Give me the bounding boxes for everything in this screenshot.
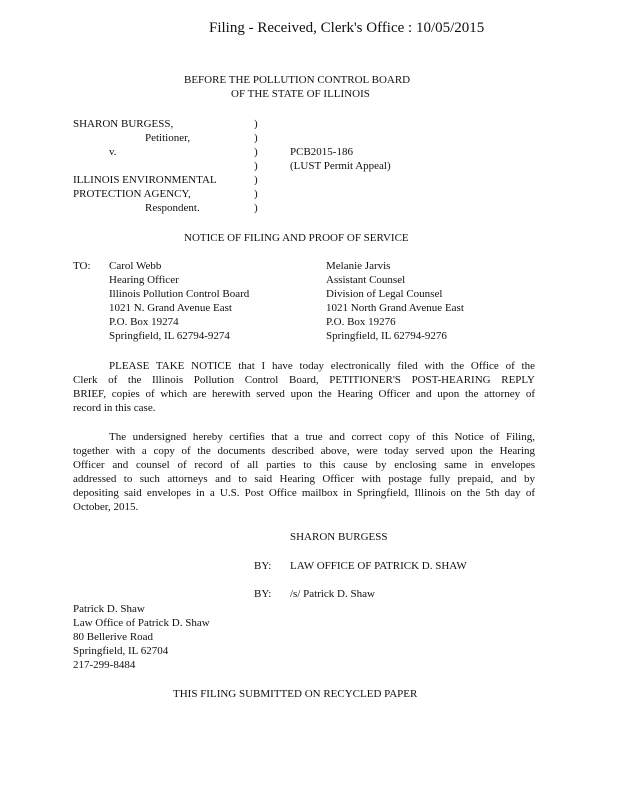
recipient-left-address — [109, 259, 249, 343]
caption-paren: ) — [254, 174, 258, 186]
address-line: Hearing Officer — [109, 274, 179, 286]
address-line: Carol Webb — [109, 260, 162, 272]
address-line: P.O. Box 19274 — [109, 316, 179, 328]
caption-paren: ) — [254, 146, 258, 158]
address-line: 1021 N. Grand Avenue East — [109, 302, 232, 314]
paragraph-line: PLEASE TAKE NOTICE that I have today electronically filed with the Office of the — [109, 360, 535, 372]
signatory-name: SHARON BURGESS — [290, 531, 388, 543]
case-type: (LUST Permit Appeal) — [290, 160, 391, 172]
address-line: 1021 North Grand Avenue East — [326, 302, 464, 314]
respondent-line2: PROTECTION AGENCY, — [73, 188, 191, 200]
respondent-role: Respondent. — [145, 202, 200, 214]
electronic-signature: /s/ Patrick D. Shaw — [290, 588, 375, 600]
board-heading-line1: BEFORE THE POLLUTION CONTROL BOARD — [184, 74, 411, 86]
recipient-right-address — [326, 259, 464, 343]
recycled-paper-footer: THIS FILING SUBMITTED ON RECYCLED PAPER — [173, 688, 418, 700]
petitioner-name: SHARON BURGESS, — [73, 118, 174, 130]
to-label: TO: — [73, 260, 91, 272]
attorney-line: Patrick D. Shaw — [73, 603, 145, 615]
address-line: Illinois Pollution Control Board — [109, 288, 250, 300]
petitioner-role: Petitioner, — [145, 132, 191, 144]
paragraph-line: October, 2015. — [73, 501, 139, 513]
address-line: Division of Legal Counsel — [326, 288, 443, 300]
address-line: Springfield, IL 62794-9276 — [326, 330, 447, 342]
notice-title: NOTICE OF FILING AND PROOF OF SERVICE — [184, 232, 409, 244]
respondent-line1: ILLINOIS ENVIRONMENTAL — [73, 174, 217, 186]
certification-paragraph — [73, 430, 535, 514]
address-line: Melanie Jarvis — [326, 260, 391, 272]
paragraph-line: Clerk of the Illinois Pollution Control Board, PETITIONER'S POST-HEARING REPLY — [73, 374, 535, 386]
paragraph-line: depositing said envelopes in a U.S. Post Office mailbox in Springfield, Illinois on the 5th day of — [73, 487, 535, 499]
address-line: P.O. Box 19276 — [326, 316, 396, 328]
address-line: Springfield, IL 62794-9274 — [109, 330, 230, 342]
by-label: BY: — [254, 588, 272, 600]
paragraph-line: Officer and counsel of record of all parties to this cause by enclosing same in envelopes — [73, 459, 535, 471]
board-heading-line2: OF THE STATE OF ILLINOIS — [231, 88, 370, 100]
attorney-line: 80 Bellerive Road — [73, 631, 154, 643]
paragraph-line: record in this case. — [73, 402, 156, 414]
attorney-contact-block — [73, 602, 210, 672]
attorney-line: Law Office of Patrick D. Shaw — [73, 617, 210, 629]
attorney-line: 217-299-8484 — [73, 659, 136, 671]
caption-paren: ) — [254, 160, 258, 172]
paragraph-line: The undersigned hereby certifies that a true and correct copy of this Notice of Filing, — [109, 431, 535, 443]
notice-paragraph — [73, 359, 535, 415]
versus-label: v. — [109, 146, 117, 158]
paragraph-line: addressed to such attorneys and to said Hearing Officer with postage fully prepaid, and by — [73, 473, 535, 485]
attorney-line: Springfield, IL 62704 — [73, 645, 169, 657]
caption-paren: ) — [254, 188, 258, 200]
law-firm-name: LAW OFFICE OF PATRICK D. SHAW — [290, 560, 467, 572]
paragraph-line: BRIEF, copies of which are herewith served upon the Hearing Officer and upon the attorney of — [73, 388, 535, 400]
caption-paren: ) — [254, 202, 258, 214]
caption-paren: ) — [254, 118, 258, 130]
caption-paren: ) — [254, 132, 258, 144]
address-line: Assistant Counsel — [326, 274, 406, 286]
by-label: BY: — [254, 560, 272, 572]
paragraph-line: together with a copy of the documents described above, were today served upon the Hearing — [73, 445, 535, 457]
filing-stamp: Filing - Received, Clerk's Office : 10/05/2015 — [209, 20, 485, 36]
case-number: PCB2015-186 — [290, 146, 353, 158]
